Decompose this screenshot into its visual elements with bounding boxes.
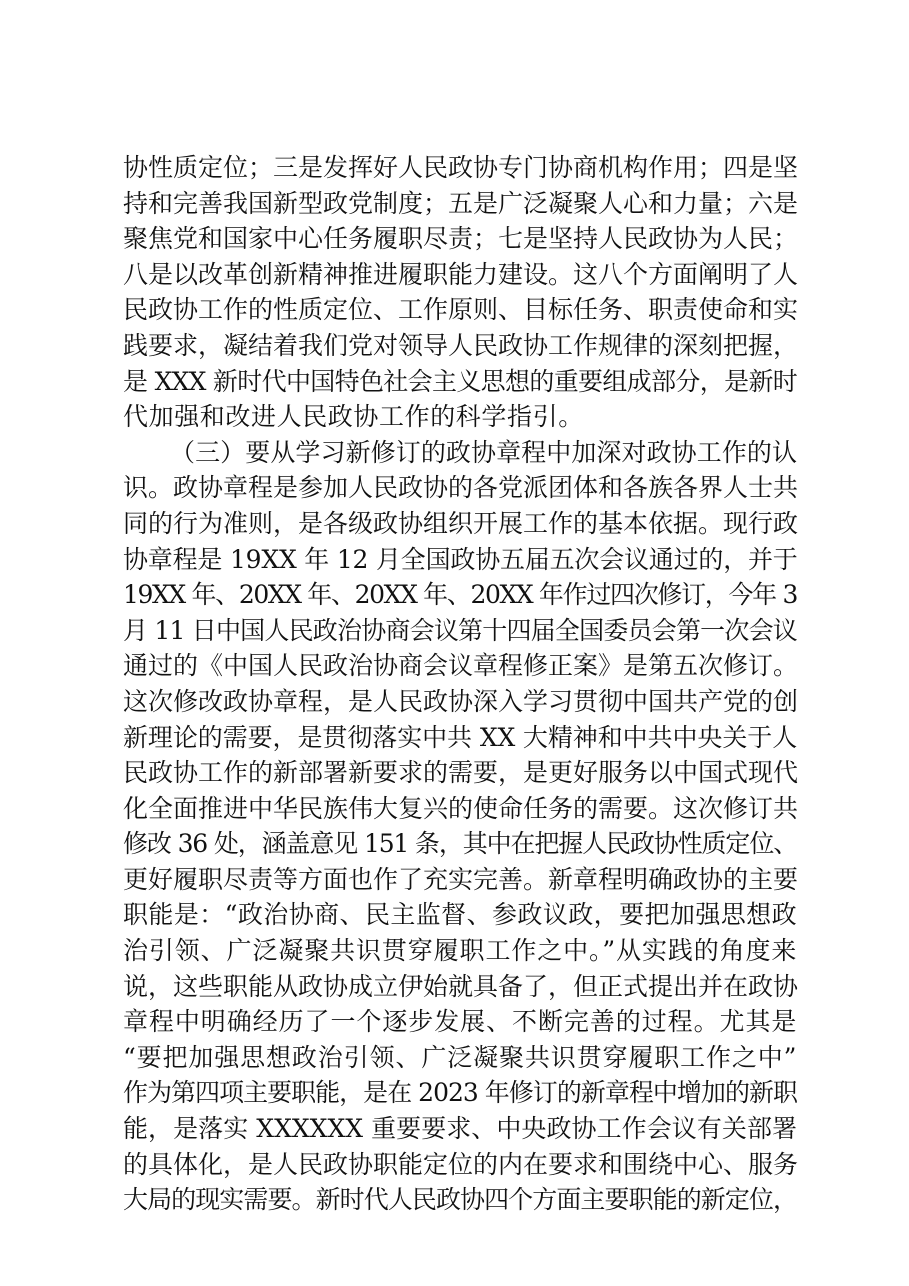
text-line: 的具体化，是人民政协职能定位的内在要求和围绕中心、服务 xyxy=(123,1149,799,1179)
text-line: 月 11 日中国人民政治协商会议第十四届全国委员会第一次会议 xyxy=(123,615,797,645)
text-line: 协性质定位；三是发挥好人民政协专门协商机构作用；四是坚 xyxy=(123,153,799,182)
text-line: 19XX 年、20XX 年、20XX 年、20XX 年作过四次修订，今年 3 xyxy=(123,580,797,610)
text-line: 民政协工作的性质定位、工作原则、目标任务、职责使命和实 xyxy=(123,295,799,325)
text-line: 同的行为准则，是各级政协组织开展工作的基本依据。现行政 xyxy=(123,508,799,538)
text-line: 作为第四项主要职能，是在 2023 年修订的新章程中增加的新职 xyxy=(123,1078,797,1108)
text-line: 持和完善我国新型政党制度；五是广泛凝聚人心和力量；六是 xyxy=(123,188,799,218)
text-line: 代加强和改进人民政协工作的科学指引。 xyxy=(123,402,584,432)
text-line: 是 XXX 新时代中国特色社会主义思想的重要组成部分，是新时 xyxy=(123,366,797,396)
text-line: 通过的《中国人民政治协商会议章程修正案》是第五次修订。 xyxy=(123,651,799,681)
text-line: 能，是落实 XXXXXX 重要要求、中央政协工作会议有关部署 xyxy=(123,1114,797,1144)
text-line: 更好履职尽责等方面也作了充实完善。新章程明确政协的主要 xyxy=(123,864,799,894)
text-line: 新理论的需要，是贯彻落实中共 XX 大精神和中共中央关于人 xyxy=(123,722,797,752)
text-line: 这次修改政协章程，是人民政协深入学习贯彻中国共产党的创 xyxy=(123,686,799,716)
text-line: “要把加强思想政治引领、广泛凝聚共识贯穿履职工作之中” xyxy=(123,1042,797,1072)
text-line: 聚焦党和国家中心任务履职尽责；七是坚持人民政协为人民； xyxy=(123,224,799,254)
text-line: 协章程是 19XX 年 12 月全国政协五届五次会议通过的，并于 xyxy=(123,544,798,574)
text-line: 大局的现实需要。新时代人民政协四个方面主要职能的新定位， xyxy=(123,1185,797,1215)
text-line: 识。政协章程是参加人民政协的各党派团体和各族各界人士共 xyxy=(123,473,799,503)
text-line: 八是以改革创新精神推进履职能力建设。这八个方面阐明了人 xyxy=(123,259,799,289)
body-text xyxy=(123,150,797,1218)
text-line: 章程中明确经历了一个逐步发展、不断完善的过程。尤其是 xyxy=(123,1007,797,1037)
text-line: 修改 36 处，涵盖意见 151 条，其中在把握人民政协性质定位、 xyxy=(123,829,797,859)
text-line: 说，这些职能从政协成立伊始就具备了，但正式提出并在政协 xyxy=(123,971,799,1001)
text-line: 治引领、广泛凝聚共识贯穿履职工作之中。”从实践的角度来 xyxy=(123,936,797,966)
section-heading-line: （三）要从学习新修订的政协章程中加深对政协工作的认 xyxy=(170,437,797,467)
text-line: 化全面推进中华民族伟大复兴的使命任务的需要。这次修订共 xyxy=(123,793,799,823)
text-line: 民政协工作的新部署新要求的需要，是更好服务以中国式现代 xyxy=(123,758,799,788)
text-line: 职能是：“政治协商、民主监督、参政议政，要把加强思想政 xyxy=(123,900,797,930)
text-line: 践要求，凝结着我们党对领导人民政协工作规律的深刻把握， xyxy=(123,330,799,360)
